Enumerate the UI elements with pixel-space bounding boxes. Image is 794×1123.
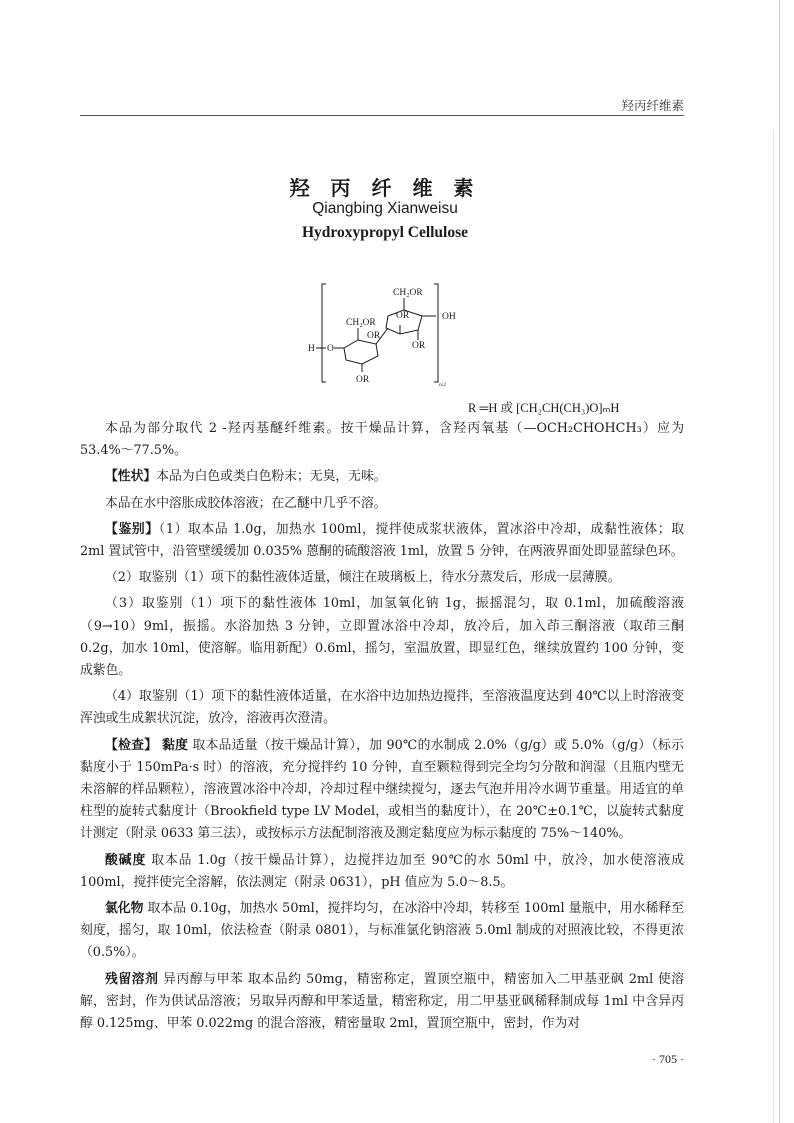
title-english: Hydroxypropyl Cellulose <box>301 224 469 241</box>
paragraph-acidity: 酸碱度 取本品 1.0g（按干燥品计算），边搅拌边加至 90℃的水 50ml 中，放冷，加水使溶液成 100ml，搅拌使完全溶解，依法测定（附录 0631），pH 值应为 5.0～8.5。 <box>80 852 685 890</box>
page-edge-line-inner <box>773 130 774 1123</box>
page-edge-line <box>779 0 780 1123</box>
label-or-ring-top: OR <box>396 311 410 321</box>
label-o-left: O <box>327 344 334 354</box>
section-label: 氯化物 <box>105 901 144 917</box>
paragraph-appearance: 【性状】本品为白色或类白色粉末；无臭，无味。 <box>105 469 387 485</box>
section-label: 【性状】 <box>105 469 157 485</box>
paragraph-chloride: 氯化物 取本品 0.10g，加热水 50ml，搅拌均匀，在冰浴中冷却，转移至 100ml 量瓶中，用水稀释至刻度，摇匀，取 10ml，依法检查（附录 0801），与标准氯化钠溶液 5.0ml 制成的对照液比较，不得更浓（0.5%）。 <box>80 901 684 961</box>
label-ch2or-left: CH₂OR <box>346 318 376 328</box>
paragraph-solubility: 本品在水中溶胀成胶体溶液；在乙醚中几乎不溶。 <box>105 495 387 511</box>
label-or-ring-left: OR <box>367 331 381 341</box>
paragraph-identification-4: （4）取鉴别（1）项下的黏性液体适量，在水浴中边加热边搅拌，至溶液温度达到 40℃以上时溶液变浑浊或生成絮状沉淀，放冷，溶液再次澄清。 <box>80 689 684 727</box>
label-or-right-bottom: OR <box>412 341 426 351</box>
paragraph-residual-solvents: 残留溶剂 异丙醇与甲苯 取本品约 50mg，精密称定，置顶空瓶中，精密加入二甲基亚砜 2ml 使溶解，密封，作为供试品溶液；另取异丙醇和甲苯适量，精密称定，用二甲基亚砜稀释制成每 1ml 中含异丙醇 0.125mg、甲苯 0.022mg 的混合溶液，精密量取 2ml，置顶空瓶中，密封，作为对 <box>80 971 685 1032</box>
paragraph-definition: 本品为部分取代 2 -羟丙基醚纤维素。按干燥品计算，含羟丙氧基（—OCH₂CHOHCH₃）应为 53.4%～77.5%。 <box>80 421 684 459</box>
paragraph-identification-1: 【鉴别】（1）取本品 1.0g，加热水 100ml，搅拌使成浆状液体，置冰浴中冷却，成黏性液体；取 2ml 置试管中，沿管壁缓缓加 0.035% 蒽酮的硫酸溶液 1ml，放置 5 分钟，在两液界面处即显蓝绿色环。 <box>80 521 685 560</box>
section-label: 酸碱度 <box>105 852 147 868</box>
title-chinese: 羟 丙 纤 维 素 <box>289 176 481 200</box>
r-group-definition: R ═H 或 [CH₂CH(CH₃)O]ₘH <box>468 401 620 415</box>
running-head: 羟丙纤维素 <box>621 98 684 113</box>
monograph-body <box>80 418 684 1039</box>
section-label: 【鉴别】 <box>105 521 159 537</box>
paragraph-identification-2: （2）取鉴别（1）项下的黏性液体适量，倾注在玻璃板上，待水分蒸发后，形成一层薄膜。 <box>105 570 621 586</box>
page-number: · 705 · <box>652 1052 684 1066</box>
structural-formula <box>300 278 460 388</box>
label-h-left: H <box>308 344 315 354</box>
label-ch2or-top: CH₂OR <box>393 288 423 298</box>
section-label: 【检查】 黏度 <box>105 737 189 753</box>
title-pinyin: Qiangbing Xianweisu <box>312 200 458 217</box>
label-subscript-n2: n/2 <box>439 382 447 388</box>
section-label: 残留溶剂 <box>105 971 159 987</box>
label-oh-right: OH <box>442 312 456 322</box>
paragraph-identification-3: （3）取鉴别（1）项下的黏性液体 10ml，加氢氧化钠 1g，振摇混匀，取 0.1ml，加硫酸溶液（9→10）9ml，振摇。水浴加热 3 分钟，立即置冰浴中冷却，放冷后，加入茚三酮溶液（取茚三酮 0.2g，加水 10ml，使溶解。临用新配）0.6ml，摇匀，室温放置，即显红色，继续放置约 100 分钟，变成紫色。 <box>80 596 684 679</box>
paragraph-viscosity: 【检查】 黏度 取本品适量（按干燥品计算），加 90℃的水制成 2.0%（g/g）或 5.0%（g/g）（标示黏度小于 150mPa·s 时）的溶液，充分搅拌约 10 分钟，直至颗粒得到完全均匀分散和润湿（且瓶内壁无未溶解的样品颗粒），溶液置冰浴中冷却，冷却过程中继续搅匀，逐去气泡并用冷水调节重量。用适宜的单柱型的旋转式黏度计（Brookfield type LV Model，或相当的黏度计），在 20℃±0.1℃，以旋转式黏度计测定（附录 0633 第三法），或按标示方法配制溶液及测定黏度应为标示黏度的 75%～140%。 <box>80 737 684 842</box>
header-rule <box>80 115 684 116</box>
label-or-bottom: OR <box>356 375 370 385</box>
